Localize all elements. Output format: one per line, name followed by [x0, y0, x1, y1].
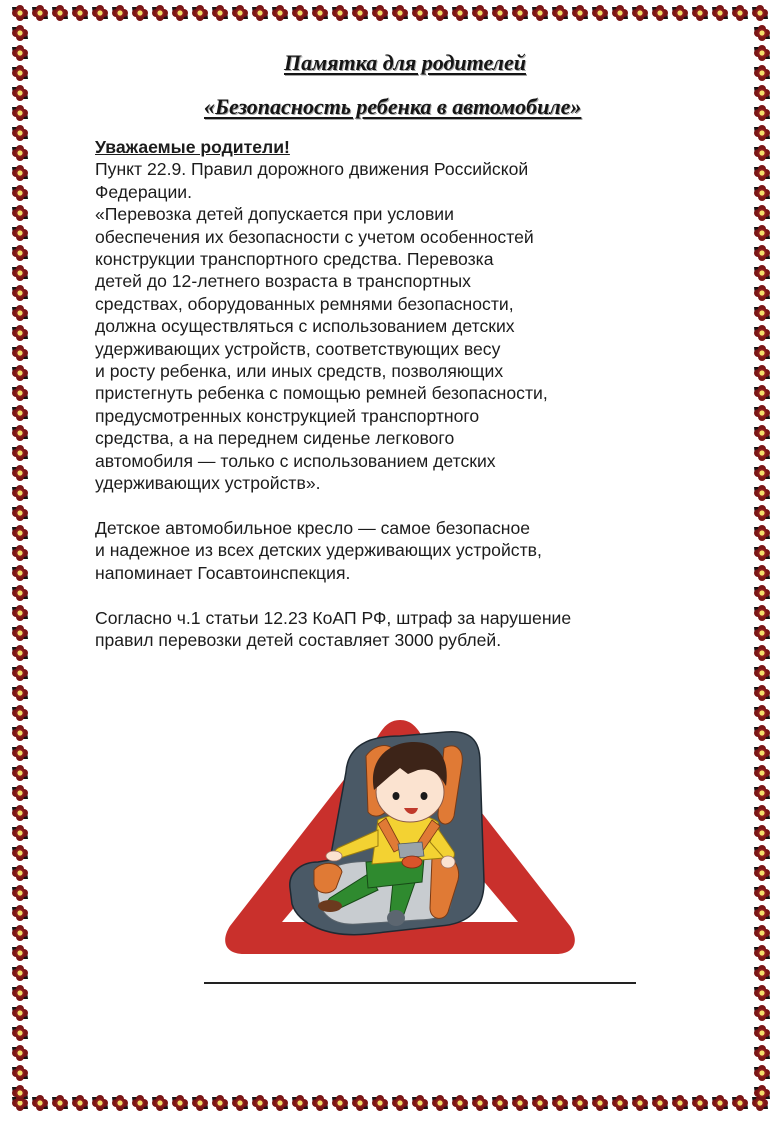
- flower-icon: [12, 265, 28, 281]
- flower-icon: [12, 905, 28, 921]
- flower-icon: [754, 1025, 770, 1041]
- flower-icon: [692, 5, 708, 21]
- flower-icon: [12, 385, 28, 401]
- flower-icon: [592, 1095, 608, 1111]
- paragraph-spacer: [95, 584, 655, 606]
- flower-icon: [12, 5, 28, 21]
- flower-icon: [754, 845, 770, 861]
- flower-icon: [572, 5, 588, 21]
- flower-icon: [12, 305, 28, 321]
- flower-icon: [52, 5, 68, 21]
- flower-icon: [12, 205, 28, 221]
- flower-icon: [754, 805, 770, 821]
- flower-icon: [12, 425, 28, 441]
- flower-icon: [12, 485, 28, 501]
- flower-icon: [152, 5, 168, 21]
- flower-icon: [754, 85, 770, 101]
- flower-icon: [132, 1095, 148, 1111]
- flower-icon: [754, 225, 770, 241]
- flower-icon: [492, 5, 508, 21]
- flower-icon: [754, 625, 770, 641]
- flower-icon: [192, 5, 208, 21]
- flower-icon: [754, 145, 770, 161]
- flower-icon: [172, 5, 188, 21]
- greeting: Уважаемые родители!: [95, 137, 290, 157]
- flower-icon: [592, 5, 608, 21]
- text-line: средства, а на переднем сиденье легкового: [95, 428, 455, 449]
- flower-icon: [492, 1095, 508, 1111]
- flower-icon: [754, 105, 770, 121]
- flower-icon: [12, 825, 28, 841]
- flower-icon: [352, 5, 368, 21]
- flower-icon: [12, 565, 28, 581]
- flower-icon: [12, 365, 28, 381]
- flower-icon: [12, 645, 28, 661]
- text-line: пристегнуть ребенка с помощью ремней безопасности,: [95, 383, 548, 404]
- flower-icon: [192, 1095, 208, 1111]
- text-line: удерживающих устройств».: [95, 473, 321, 494]
- flower-icon: [754, 585, 770, 601]
- flower-icon: [712, 5, 728, 21]
- flower-icon: [12, 745, 28, 761]
- flower-icon: [754, 245, 770, 261]
- flower-icon: [332, 5, 348, 21]
- flower-icon: [552, 5, 568, 21]
- text-line: Согласно ч.1 статьи 12.23 КоАП РФ, штраф за нарушение: [95, 607, 572, 628]
- flower-icon: [754, 465, 770, 481]
- flower-icon: [12, 145, 28, 161]
- flower-icon: [92, 1095, 108, 1111]
- paragraph-traffic-rules: [95, 158, 655, 494]
- flower-icon: [312, 5, 328, 21]
- paragraph-car-seat: [95, 517, 655, 584]
- flower-icon: [512, 1095, 528, 1111]
- document-title: Памятка для родителей: [284, 50, 526, 75]
- flower-icon: [112, 5, 128, 21]
- text-line: детей до 12-летнего возраста в транспортных: [95, 271, 471, 292]
- flower-icon: [12, 605, 28, 621]
- flower-icon: [12, 245, 28, 261]
- flower-icon: [754, 185, 770, 201]
- flower-icon: [652, 5, 668, 21]
- flower-icon: [754, 985, 770, 1001]
- flower-icon: [112, 1095, 128, 1111]
- flower-icon: [12, 805, 28, 821]
- flower-icon: [452, 5, 468, 21]
- flower-icon: [754, 885, 770, 901]
- paragraph-spacer: [95, 495, 655, 517]
- flower-icon: [754, 45, 770, 61]
- flower-icon: [12, 285, 28, 301]
- text-line: удерживающих устройств, соответствующих весу: [95, 338, 501, 359]
- text-line: должна осуществляться с использованием детских: [95, 316, 515, 337]
- memo-body: [95, 136, 655, 651]
- flower-icon: [754, 545, 770, 561]
- flower-icon: [754, 485, 770, 501]
- flower-icon: [472, 1095, 488, 1111]
- flower-icon: [12, 765, 28, 781]
- flower-icon: [754, 945, 770, 961]
- flower-icon: [12, 1025, 28, 1041]
- flower-icon: [752, 5, 768, 21]
- flower-icon: [754, 665, 770, 681]
- flower-icon: [12, 545, 28, 561]
- flower-icon: [412, 1095, 428, 1111]
- flower-icon: [212, 5, 228, 21]
- flower-icon: [12, 105, 28, 121]
- flower-icon: [12, 925, 28, 941]
- flower-icon: [12, 225, 28, 241]
- flower-icon: [12, 465, 28, 481]
- flower-icon: [754, 345, 770, 361]
- flower-icon: [754, 1005, 770, 1021]
- flower-icon: [552, 1095, 568, 1111]
- flower-icon: [754, 425, 770, 441]
- flower-icon: [252, 1095, 268, 1111]
- flower-icon: [754, 705, 770, 721]
- flower-icon: [392, 5, 408, 21]
- text-line: правил перевозки детей составляет 3000 рублей.: [95, 629, 502, 650]
- flower-icon: [754, 905, 770, 921]
- flower-icon: [754, 305, 770, 321]
- flower-icon: [452, 1095, 468, 1111]
- flower-icon: [754, 265, 770, 281]
- flower-icon: [12, 945, 28, 961]
- flower-icon: [12, 665, 28, 681]
- flower-icon: [12, 865, 28, 881]
- flower-icon: [252, 5, 268, 21]
- text-line: конструкции транспортного средства. Перевозка: [95, 249, 494, 270]
- flower-icon: [12, 85, 28, 101]
- flower-icon: [12, 405, 28, 421]
- flower-icon: [754, 565, 770, 581]
- flower-icon: [672, 1095, 688, 1111]
- flower-icon: [52, 1095, 68, 1111]
- flower-icon: [754, 785, 770, 801]
- flower-icon: [152, 1095, 168, 1111]
- flower-icon: [272, 1095, 288, 1111]
- flower-icon: [372, 1095, 388, 1111]
- flower-icon: [312, 1095, 328, 1111]
- flower-icon: [12, 985, 28, 1001]
- flower-icon: [212, 1095, 228, 1111]
- flower-icon: [754, 525, 770, 541]
- text-line: средствах, оборудованных ремнями безопасности,: [95, 293, 514, 314]
- flower-icon: [72, 1095, 88, 1111]
- flower-icon: [752, 1095, 768, 1111]
- flower-icon: [754, 1045, 770, 1061]
- flower-icon: [12, 1005, 28, 1021]
- flower-icon: [754, 125, 770, 141]
- flower-icon: [292, 1095, 308, 1111]
- flower-icon: [612, 1095, 628, 1111]
- flower-icon: [754, 285, 770, 301]
- flower-icon: [92, 5, 108, 21]
- flower-icon: [272, 5, 288, 21]
- flower-icon: [432, 1095, 448, 1111]
- flower-icon: [754, 385, 770, 401]
- flower-icon: [754, 1085, 770, 1101]
- text-line: и росту ребенка, или иных средств, позволяющих: [95, 361, 504, 382]
- flower-icon: [754, 745, 770, 761]
- flower-icon: [712, 1095, 728, 1111]
- flower-icon: [754, 445, 770, 461]
- flower-icon: [632, 1095, 648, 1111]
- flower-icon: [12, 1085, 28, 1101]
- flower-icon: [754, 765, 770, 781]
- flower-icon: [754, 205, 770, 221]
- text-line: предусмотренных конструкцией транспортного: [95, 405, 480, 426]
- flower-icon: [12, 845, 28, 861]
- flower-icon: [754, 325, 770, 341]
- flower-icon: [12, 1095, 28, 1111]
- text-line: Детское автомобильное кресло — самое безопасное: [95, 517, 531, 538]
- flower-icon: [12, 345, 28, 361]
- flower-icon: [472, 5, 488, 21]
- flower-icon: [12, 165, 28, 181]
- flower-icon: [12, 885, 28, 901]
- flower-icon: [754, 865, 770, 881]
- flower-icon: [12, 505, 28, 521]
- flower-icon: [12, 685, 28, 701]
- flower-icon: [392, 1095, 408, 1111]
- flower-icon: [754, 405, 770, 421]
- flower-icon: [532, 5, 548, 21]
- flower-icon: [754, 725, 770, 741]
- flower-icon: [352, 1095, 368, 1111]
- flower-icon: [12, 125, 28, 141]
- flower-icon: [754, 645, 770, 661]
- flower-icon: [12, 65, 28, 81]
- child-car-seat-illustration: [218, 712, 583, 957]
- flower-icon: [132, 5, 148, 21]
- flower-icon: [732, 5, 748, 21]
- flower-icon: [412, 5, 428, 21]
- flower-icon: [12, 1065, 28, 1081]
- text-line: Федерации.: [95, 181, 193, 202]
- flower-icon: [612, 5, 628, 21]
- text-line: Пункт 22.9. Правил дорожного движения Российской: [95, 159, 529, 180]
- flower-icon: [754, 965, 770, 981]
- flower-icon: [372, 5, 388, 21]
- text-line: «Перевозка детей допускается при условии: [95, 204, 454, 225]
- flower-icon: [12, 445, 28, 461]
- flower-icon: [12, 785, 28, 801]
- flower-icon: [12, 45, 28, 61]
- flower-icon: [432, 5, 448, 21]
- flower-icon: [732, 1095, 748, 1111]
- signature-line: [204, 982, 636, 984]
- flower-icon: [12, 185, 28, 201]
- flower-icon: [12, 585, 28, 601]
- flower-icon: [12, 325, 28, 341]
- flower-icon: [754, 25, 770, 41]
- flower-icon: [12, 705, 28, 721]
- flower-icon: [232, 5, 248, 21]
- text-line: и надежное из всех детских удерживающих устройств,: [95, 540, 542, 561]
- paragraph-fine: [95, 607, 655, 652]
- document-subtitle: «Безопасность ребенка в автомобиле»: [204, 94, 582, 119]
- flower-icon: [754, 505, 770, 521]
- flower-icon: [754, 605, 770, 621]
- flower-icon: [12, 625, 28, 641]
- flower-icon: [12, 525, 28, 541]
- text-line: обеспечения их безопасности с учетом особенностей: [95, 226, 534, 247]
- flower-icon: [512, 5, 528, 21]
- flower-icon: [632, 5, 648, 21]
- flower-icon: [532, 1095, 548, 1111]
- flower-icon: [692, 1095, 708, 1111]
- flower-icon: [672, 5, 688, 21]
- flower-icon: [172, 1095, 188, 1111]
- flower-icon: [12, 725, 28, 741]
- flower-icon: [332, 1095, 348, 1111]
- flower-icon: [754, 65, 770, 81]
- flower-icon: [292, 5, 308, 21]
- flower-icon: [754, 365, 770, 381]
- text-line: напоминает Госавтоинспекция.: [95, 562, 351, 583]
- flower-icon: [12, 1045, 28, 1061]
- flower-icon: [754, 685, 770, 701]
- flower-icon: [754, 925, 770, 941]
- flower-icon: [32, 1095, 48, 1111]
- flower-icon: [754, 825, 770, 841]
- flower-icon: [32, 5, 48, 21]
- flower-icon: [12, 25, 28, 41]
- flower-icon: [72, 5, 88, 21]
- flower-icon: [572, 1095, 588, 1111]
- flower-icon: [754, 165, 770, 181]
- flower-icon: [652, 1095, 668, 1111]
- text-line: автомобиля — только с использованием детских: [95, 450, 496, 471]
- flower-icon: [754, 1065, 770, 1081]
- flower-icon: [232, 1095, 248, 1111]
- flower-icon: [12, 965, 28, 981]
